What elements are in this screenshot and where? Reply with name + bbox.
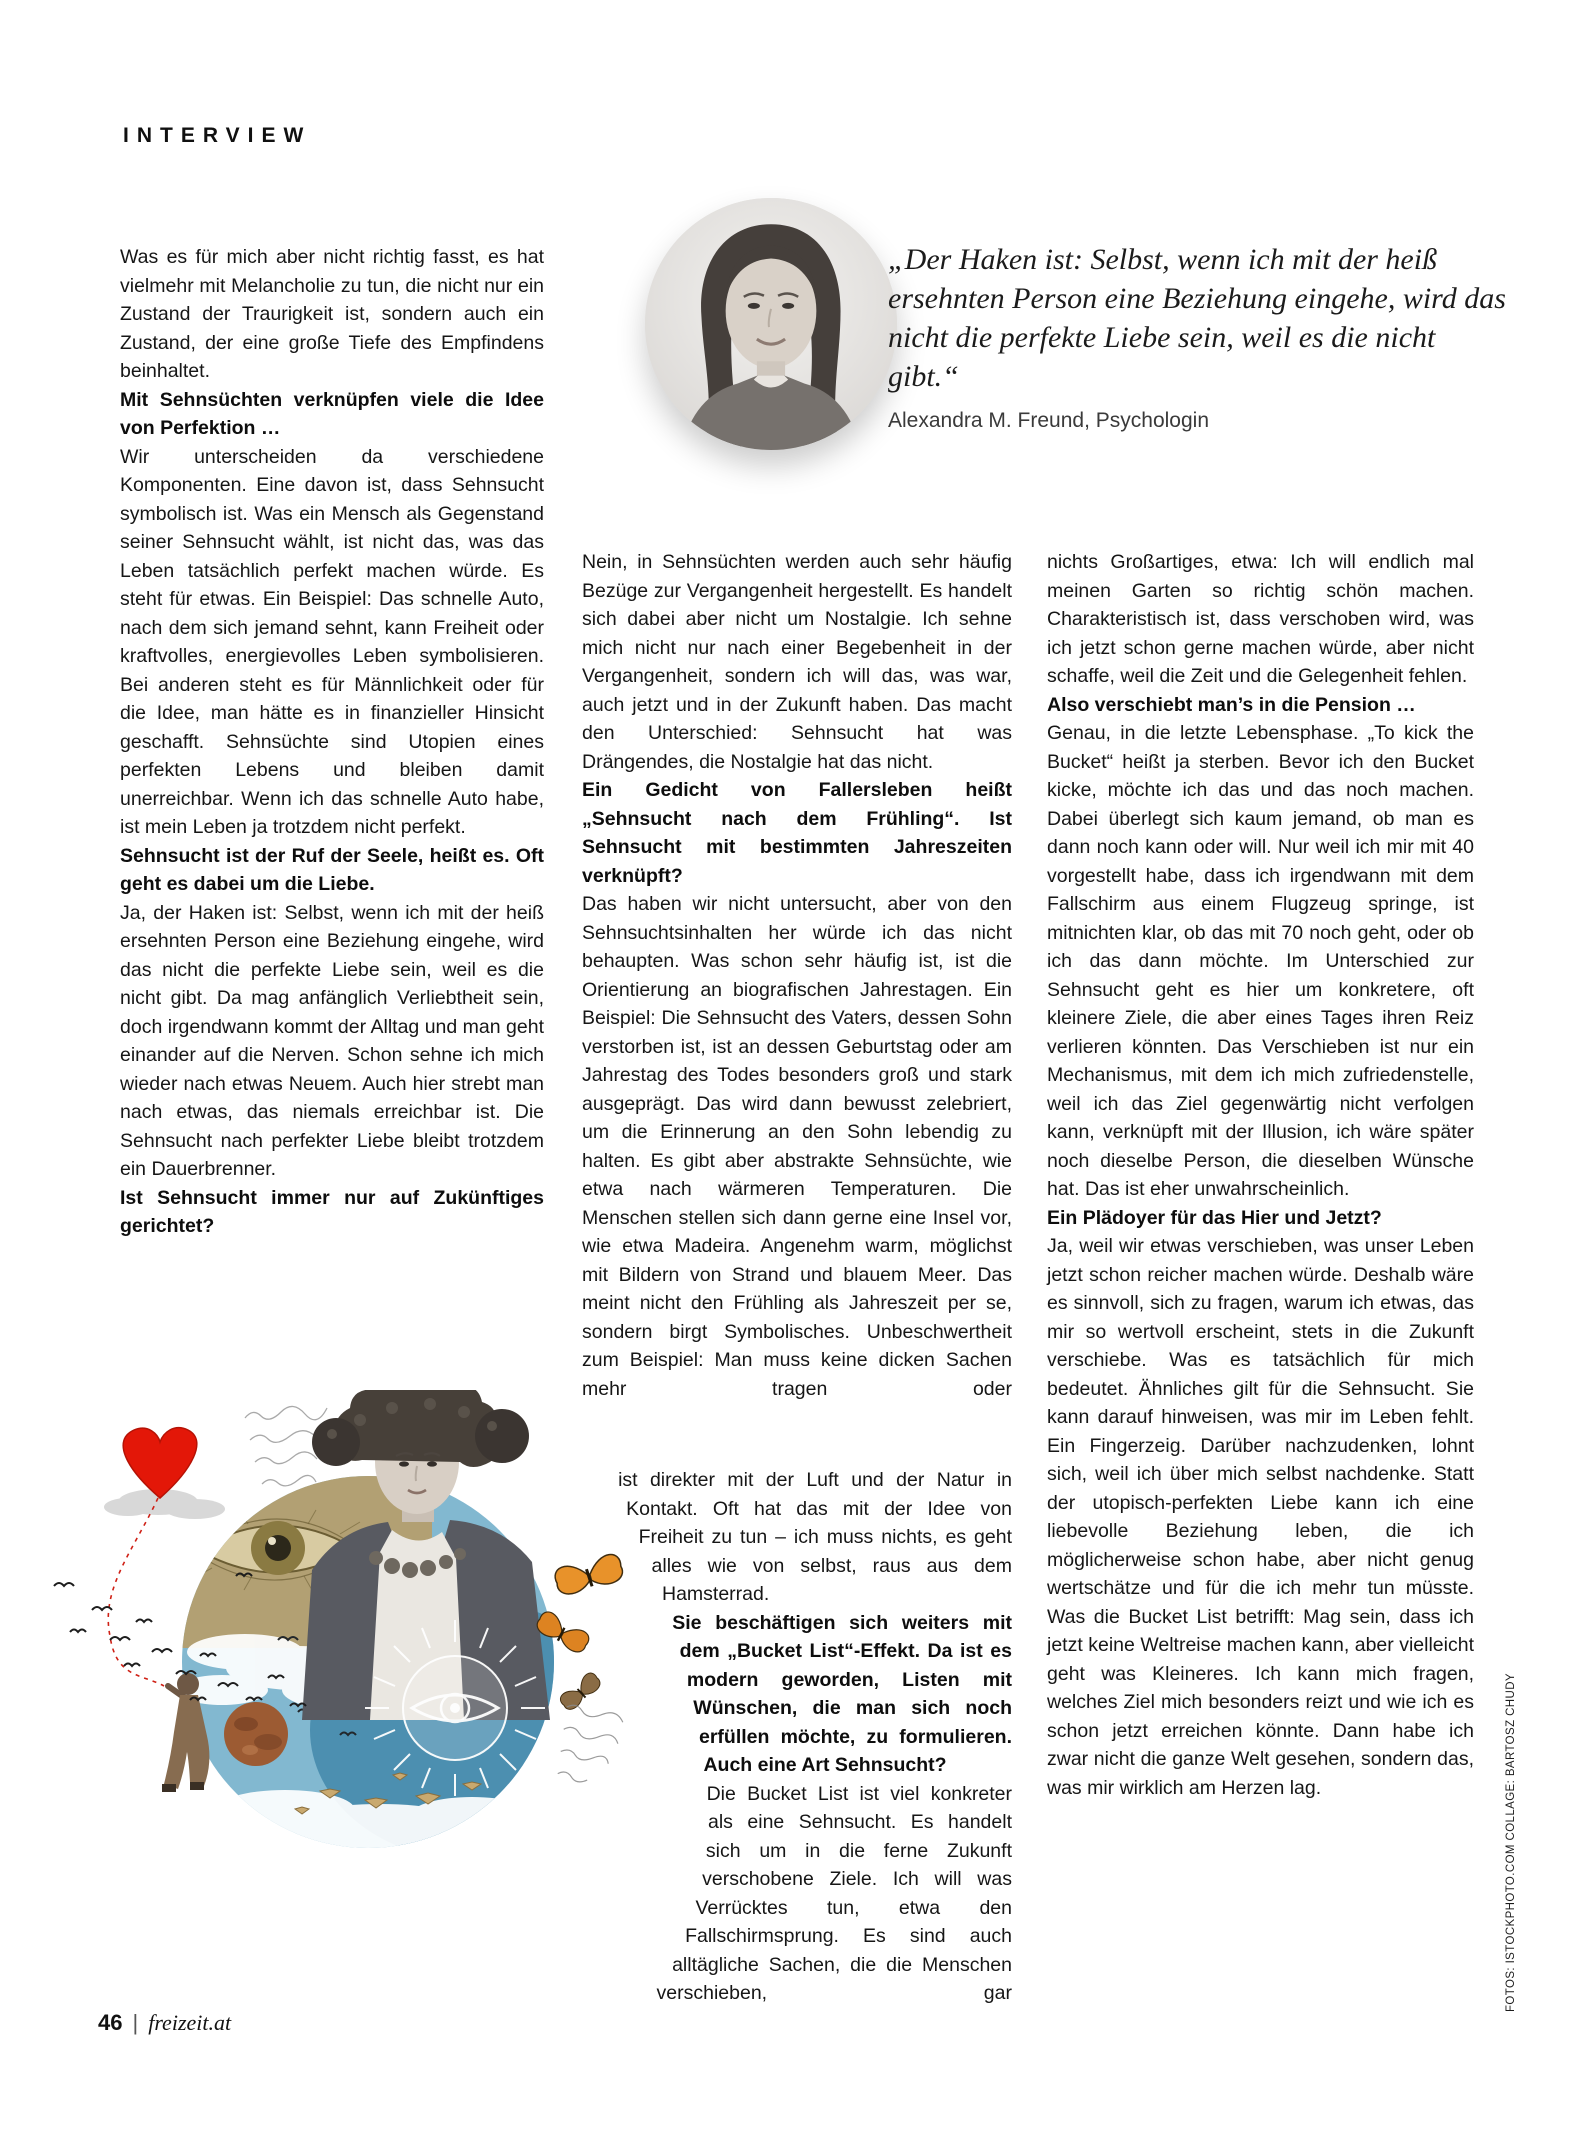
interview-question: Ein Gedicht von Fallersleben heißt „Sehnsucht nach dem Frühling“. Ist Sehnsucht mit bestimmten Jahreszeiten verknüpft? xyxy=(582,779,1012,887)
interview-answer: Nein, in Sehnsüchten werden auch sehr häufig Bezüge zur Vergangenheit hergestellt. Es handelt sich dabei aber nicht um Nostalgie. Ich sehne mich nicht nur nach einer Begebenheit in der Vergangenheit, sondern ich will das, was war, auch jetzt und in der Zukunft haben. Das macht den Unterschied: Sehnsucht hat was Drängendes, die Nostalgie hat das nicht. xyxy=(582,551,1012,773)
portrait-photo xyxy=(645,198,897,450)
article-column-middle-wrapped xyxy=(582,1466,1012,2056)
pull-quote xyxy=(888,240,1506,433)
footer-separator: | xyxy=(132,2010,139,2035)
article-column-middle xyxy=(582,548,1012,1403)
interview-answer: Ja, der Haken ist: Selbst, wenn ich mit der heiß ersehnten Person eine Beziehung eingehe, wird das nicht die perfekte Liebe sein, weil es die nicht gibt. Da mag anfänglich Verliebtheit sein, doch irgendwann kommt der Alltag und man geht einander auf die Nerven. Schon sehne ich mich wieder nach etwas Neuem. Auch hier strebt man nach etwas, das niemals erreichbar ist. Die Sehnsucht nach perfekter Liebe bleibt trotzdem ein Dauerbrenner. xyxy=(120,901,544,1180)
pull-quote-attribution: Alexandra M. Freund, Psychologin xyxy=(888,409,1209,432)
section-label: INTERVIEW xyxy=(123,124,312,147)
heart-balloon-icon xyxy=(123,1428,197,1498)
page-number: 46 xyxy=(98,2010,123,2035)
balloon-string xyxy=(108,1498,164,1686)
article-column-right xyxy=(1047,548,1474,1802)
page-footer xyxy=(98,2010,231,2036)
interview-question: Sehnsucht ist der Ruf der Seele, heißt es. Oft geht es dabei um die Liebe. xyxy=(120,844,544,895)
interview-answer: Wir unterscheiden da verschiedene Komponenten. Eine davon ist, dass Sehnsucht symbolisch ist. Was ein Mensch als Gegenstand seiner Sehnsucht wählt, ist nicht das, was das Leben tatsächlich perfekt machen würde. Es steht für etwas. Ein Beispiel: Das schnelle Auto, nach dem sich jemand sehnt, kann Freiheit oder kraftvolles, energievolles Leben symbolisieren. Bei anderen steht es für Männlichkeit oder für die Idee, man hätte es in finanzieller Hinsicht geschafft. Sehnsüchte sind Utopien eines perfekten Lebens und bleiben damit unerreichbar. Wenn ich das schnelle Auto habe, ist mein Leben ja trotzdem nicht perfekt. xyxy=(120,445,544,838)
collage-illustration xyxy=(40,1390,640,2070)
interview-question: Sie beschäftigen sich weiters mit dem „Bucket List“-Effekt. Da ist es modern geworden, Listen mit Wünschen, die man sich noch erfüllen möchte, zu formulieren. Auch eine Art Sehnsucht? xyxy=(672,1611,1012,1776)
article-column-left xyxy=(120,243,544,1241)
interview-answer: Was es für mich aber nicht richtig fasst, es hat vielmehr mit Melancholie zu tun, die nicht nur ein Zustand der Traurigkeit ist, sondern auch ein Zustand, der eine große Tiefe des Empfindens beinhaltet. xyxy=(120,246,544,382)
photo-credit: FOTOS: ISTOCKPHOTO.COM COLLAGE: BARTOSZ CHUDY xyxy=(1505,1673,1517,2012)
pull-quote-text: „Der Haken ist: Selbst, wenn ich mit der heiß ersehnten Person eine Beziehung eingehe, wird das nicht die perfekte Liebe sein, weil es die nicht gibt.“ xyxy=(888,243,1506,393)
interview-answer: Genau, in die letzte Lebensphase. „To kick the Bucket“ heißt ja sterben. Bevor ich den Bucket kicke, möchte ich das und das noch machen. Dabei überlegt sich kaum jemand, ob man es dann noch kann oder will. Nur weil ich mir mit 40 vorgestellt habe, dass ich irgendwann mit dem Fallschirm aus einem Flugzeug springe, ist mitnichten klar, ob das mit 70 noch geht, oder ob ich das dann möchte. Im Unterschied zur Sehnsucht geht es hier um konkretere, oft kleinere Ziele, die aber eines Tages ihren Reiz verlieren könnten. Das Verschieben ist nur ein Mechanismus, mit dem ich mich zufriedenstelle, weil ich das Ziel gegenwärtig nicht verfolgen kann, verknüpft mit der Illusion, ich wäre später noch dieselbe Person, die dieselben Wünsche hat. Das ist eher unwahrscheinlich. xyxy=(1047,722,1474,1200)
interview-question: Ist Sehnsucht immer nur auf Zukünftiges gerichtet? xyxy=(120,1186,544,1237)
interview-question: Ein Plädoyer für das Hier und Jetzt? xyxy=(1047,1206,1382,1229)
interview-answer: nichts Großartiges, etwa: Ich will endlich mal meinen Garten so richtig schön machen. Charakteristisch ist, dass verschoben wird, was ich jetzt schon gerne machen würde, aber nicht schaffe, weil die Zeit und die Gelegenheit fehlen. xyxy=(1047,551,1474,687)
portrait-illustration xyxy=(645,198,897,450)
planet-icon xyxy=(224,1702,288,1766)
butterfly-icon xyxy=(558,1670,603,1712)
handwriting-script-right xyxy=(546,1699,627,1790)
interview-question: Also verschiebt man’s in die Pension … xyxy=(1047,693,1416,716)
interview-answer: ist direkter mit der Luft und der Natur in Kontakt. Oft hat das mit der Idee von Freiheit zu tun – ich muss nichts, es geht alles wie von selbst, raus aus dem Hamsterrad. xyxy=(618,1469,1012,1605)
butterfly-icon xyxy=(553,1552,625,1597)
interview-answer: Ja, weil wir etwas verschieben, was unser Leben jetzt schon reicher machen würde. Deshalb wäre es sinnvoll, sich zu fragen, warum ich etwas, das mir so wertvoll erscheint, stets in die Zukunft verschiebe. Was es tatsächlich für mich bedeutet. Ähnliches gilt für die Sehnsucht. Sie kann darauf hinweisen, was mir im Leben fehlt. Ein Fingerzeig. Darüber nachzudenken, lohnt sich, weil ich über mich selbst nachdenke. Statt der utopisch-perfekten Liebe kann ich eine liebevolle Beziehung leben, die ich möglicherweise schon habe, aber nicht genug wertschätze und für die ich mehr tun müsste. Was die Bucket List betrifft: Mag sein, dass ich jetzt keine Weltreise machen kann, aber vielleicht geht was Kleineres. Ich kann mich fragen, welches Ziel mich besonders reizt und wie ich es schon jetzt erreichen könnte. Dann habe ich zwar nicht die ganze Welt gesehen, sondern das, was mir wirklich am Herzen lag. xyxy=(1047,1235,1474,1799)
footer-site-name: freizeit.at xyxy=(148,2010,232,2035)
interview-answer: Das haben wir nicht untersucht, aber von den Sehnsuchtsinhalten her würde ich das nicht behaupten. Was schon sehr häufig ist, ist die Orientierung an biografischen Jahrestagen. Ein Beispiel: Die Sehnsucht des Vaters, dessen Sohn verstorben ist, ist an dessen Geburtstag oder am Jahrestag des Todes besonders groß und stark ausgeprägt. Das wird dann bewusst zelebriert, um die Erinnerung an den Sohn lebendig zu halten. Es gibt aber abstrakte Sehnsüchte, wie etwa nach wärmeren Temperaturen. Die Menschen stellen sich dann gerne eine Insel vor, wie etwa Madeira. Angenehm warm, möglichst mit Bildern von Strand und blauem Meer. Das meint nicht den Frühling als Jahreszeit per se, sondern birgt Symbolisches. Unbeschwertheit zum Beispiel: Man muss keine dicken Sachen mehr tragen oder xyxy=(582,893,1012,1400)
interview-question: Mit Sehnsüchten verknüpfen viele die Idee von Perfektion … xyxy=(120,388,544,439)
interview-answer: Die Bucket List ist viel konkreter als eine Sehnsucht. Es handelt sich um in die ferne Zukunft verschobene Ziele. Ich will was Verrücktes tun, etwa den Fallschirmsprung. Es sind auch alltägliche Sachen, die die Menschen verschieben, gar xyxy=(656,1782,1012,2004)
